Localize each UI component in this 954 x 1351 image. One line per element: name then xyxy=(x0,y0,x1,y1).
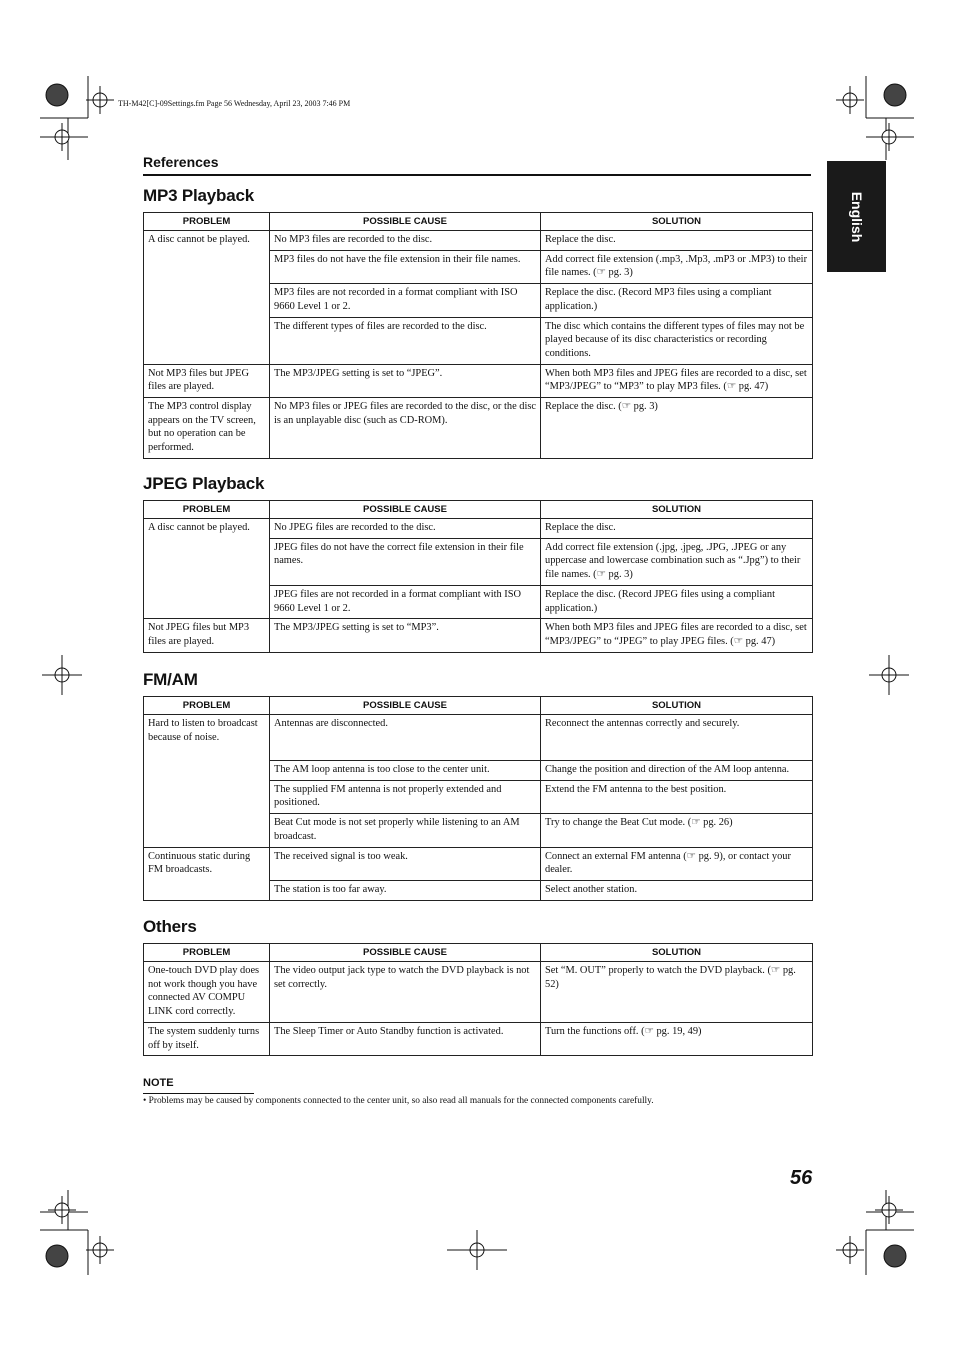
problem-cell: A disc cannot be played. xyxy=(144,519,270,619)
cause-cell: MP3 files do not have the file extension in their file names. xyxy=(270,250,541,283)
cause-cell: Antennas are disconnected. xyxy=(270,715,541,761)
cause-cell: No JPEG files are recorded to the disc. xyxy=(270,519,541,539)
table-row xyxy=(144,519,813,539)
solution-cell: Reconnect the antennas correctly and securely. xyxy=(541,715,813,761)
language-tab-label: English xyxy=(848,191,865,242)
solution-cell: Select another station. xyxy=(541,880,813,900)
solution-cell: Connect an external FM antenna (☞ pg. 9), or contact your dealer. xyxy=(541,847,813,880)
fmam-troubleshooting-table xyxy=(143,696,813,901)
solution-cell: Add correct file extension (.mp3, .Mp3, .mP3 or .MP3) to their file names. (☞ pg. 3) xyxy=(541,250,813,283)
problem-cell: A disc cannot be played. xyxy=(144,231,270,365)
others-troubleshooting-table xyxy=(143,943,813,1056)
table-row xyxy=(144,1022,813,1055)
header-cause: POSSIBLE CAUSE xyxy=(270,944,541,962)
language-tab xyxy=(827,161,886,272)
table-row xyxy=(144,847,813,880)
table-row xyxy=(144,619,813,652)
solution-cell: The disc which contains the different types of files may not be played because of its disc characteristics or recording conditions. xyxy=(541,317,813,364)
header-problem: PROBLEM xyxy=(144,501,270,519)
header-cause: POSSIBLE CAUSE xyxy=(270,501,541,519)
cause-cell: The video output jack type to watch the DVD playback is not set correctly. xyxy=(270,962,541,1023)
problem-cell: Not MP3 files but JPEG files are played. xyxy=(144,364,270,397)
problem-cell: Not JPEG files but MP3 files are played. xyxy=(144,619,270,652)
problem-cell: One-touch DVD play does not work though you have connected AV COMPU LINK cord correctly. xyxy=(144,962,270,1023)
cause-cell: MP3 files are not recorded in a format compliant with ISO 9660 Level 1 or 2. xyxy=(270,284,541,317)
problem-cell: The system suddenly turns off by itself. xyxy=(144,1022,270,1055)
jpeg-troubleshooting-table xyxy=(143,500,813,653)
table-row xyxy=(144,715,813,761)
header-solution: SOLUTION xyxy=(541,697,813,715)
cause-cell: JPEG files are not recorded in a format compliant with ISO 9660 Level 1 or 2. xyxy=(270,585,541,618)
table-row xyxy=(144,364,813,397)
table-row xyxy=(144,231,813,251)
cause-cell: No MP3 files or JPEG files are recorded to the disc, or the disc is an unplayable disc (such as CD-ROM). xyxy=(270,398,541,459)
note-text: • Problems may be caused by components connected to the center unit, so also read all manuals for the connected components carefully. xyxy=(143,1096,654,1106)
cause-cell: No MP3 files are recorded to the disc. xyxy=(270,231,541,251)
note-heading: NOTE xyxy=(143,1077,174,1089)
mp3-troubleshooting-table xyxy=(143,212,813,459)
header-solution: SOLUTION xyxy=(541,944,813,962)
header-problem: PROBLEM xyxy=(144,697,270,715)
header-problem: PROBLEM xyxy=(144,944,270,962)
solution-cell: Change the position and direction of the AM loop antenna. xyxy=(541,761,813,781)
cause-cell: The station is too far away. xyxy=(270,880,541,900)
header-rule xyxy=(143,174,811,176)
solution-cell: When both MP3 files and JPEG files are recorded to a disc, set “MP3/JPEG” to “MP3” to play MP3 files. (☞ pg. 47) xyxy=(541,364,813,397)
problem-cell: Continuous static during FM broadcasts. xyxy=(144,847,270,900)
header-cause: POSSIBLE CAUSE xyxy=(270,697,541,715)
table-header-row xyxy=(144,501,813,519)
problem-cell: Hard to listen to broadcast because of noise. xyxy=(144,715,270,848)
cause-cell: The MP3/JPEG setting is set to “JPEG”. xyxy=(270,364,541,397)
solution-cell: Replace the disc. xyxy=(541,231,813,251)
header-solution: SOLUTION xyxy=(541,501,813,519)
solution-cell: Set “M. OUT” properly to watch the DVD playback. (☞ pg. 52) xyxy=(541,962,813,1023)
solution-cell: Replace the disc. xyxy=(541,519,813,539)
header-problem: PROBLEM xyxy=(144,213,270,231)
section-title-jpeg: JPEG Playback xyxy=(143,474,265,493)
solution-cell: Try to change the Beat Cut mode. (☞ pg. 26) xyxy=(541,814,813,847)
page-number: 56 xyxy=(790,1167,813,1189)
cause-cell: The AM loop antenna is too close to the center unit. xyxy=(270,761,541,781)
solution-cell: Extend the FM antenna to the best position. xyxy=(541,780,813,813)
table-header-row xyxy=(144,213,813,231)
file-info: TH-M42[C]-09Settings.fm Page 56 Wednesday, April 23, 2003 7:46 PM xyxy=(118,99,351,108)
header-solution: SOLUTION xyxy=(541,213,813,231)
cause-cell: The supplied FM antenna is not properly extended and positioned. xyxy=(270,780,541,813)
solution-cell: When both MP3 files and JPEG files are recorded to a disc, set “MP3/JPEG” to “JPEG” to play JPEG files. (☞ pg. 47) xyxy=(541,619,813,652)
solution-cell: Add correct file extension (.jpg, .jpeg, .JPG, .JPEG or any uppercase and lowercase combination such as “.Jpg”) to their file names. (☞ pg. 3) xyxy=(541,538,813,585)
section-title-fmam: FM/AM xyxy=(143,670,198,689)
problem-cell: The MP3 control display appears on the TV screen, but no operation can be performed. xyxy=(144,398,270,459)
solution-cell: Replace the disc. (☞ pg. 3) xyxy=(541,398,813,459)
table-row xyxy=(144,962,813,1023)
cause-cell: The MP3/JPEG setting is set to “MP3”. xyxy=(270,619,541,652)
cause-cell: The Sleep Timer or Auto Standby function is activated. xyxy=(270,1022,541,1055)
note-rule xyxy=(143,1093,254,1094)
cause-cell: JPEG files do not have the correct file extension in their file names. xyxy=(270,538,541,585)
section-title-mp3: MP3 Playback xyxy=(143,186,254,205)
section-title-others: Others xyxy=(143,917,197,936)
header-cause: POSSIBLE CAUSE xyxy=(270,213,541,231)
cause-cell: The received signal is too weak. xyxy=(270,847,541,880)
table-header-row xyxy=(144,944,813,962)
section-header: References xyxy=(143,154,219,170)
solution-cell: Replace the disc. (Record MP3 files using a compliant application.) xyxy=(541,284,813,317)
cause-cell: The different types of files are recorded to the disc. xyxy=(270,317,541,364)
cause-cell: Beat Cut mode is not set properly while listening to an AM broadcast. xyxy=(270,814,541,847)
table-row xyxy=(144,398,813,459)
table-header-row xyxy=(144,697,813,715)
solution-cell: Replace the disc. (Record JPEG files using a compliant application.) xyxy=(541,585,813,618)
solution-cell: Turn the functions off. (☞ pg. 19, 49) xyxy=(541,1022,813,1055)
